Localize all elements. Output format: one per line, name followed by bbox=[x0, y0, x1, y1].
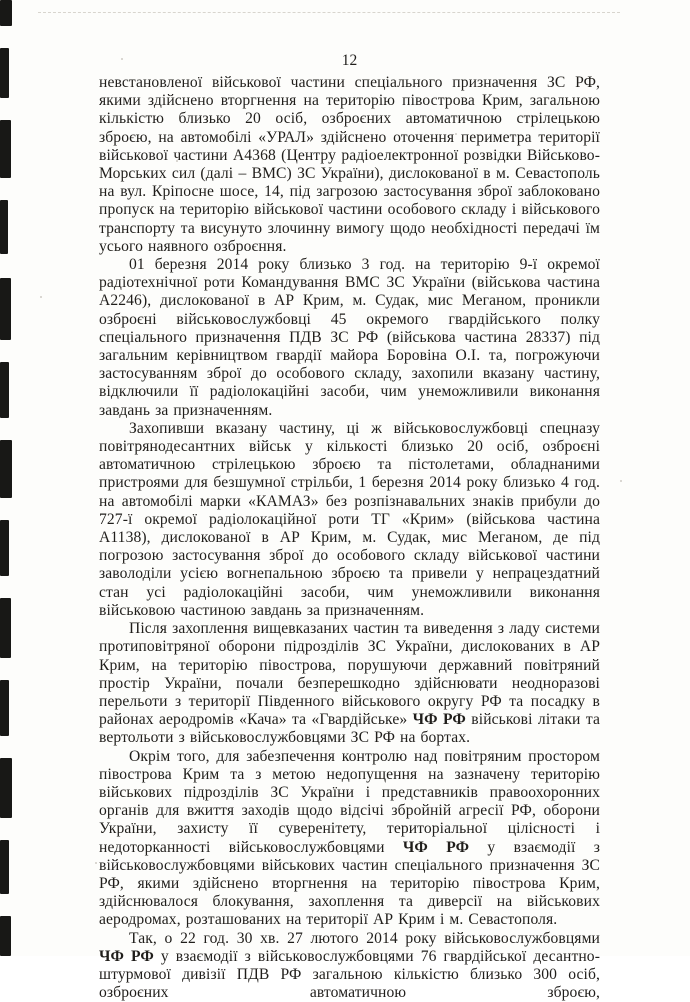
emphasis-text-run: ЧФ РФ bbox=[99, 947, 154, 965]
paragraph bbox=[99, 420, 600, 620]
text-run: у взаємодії з військовослужбовцями військових частин спеціального призначення ЗС РФ, якими здійснено вторгнення на територію півострова Крим, здійснювалося блокування, захоплення та диверсії на військових аеродромах, розташованих на території АР Крим і м. Севастополя. bbox=[99, 838, 601, 929]
scan-edge-mark bbox=[0, 840, 9, 894]
emphasis-text-run: ЧФ РФ bbox=[402, 838, 470, 856]
paragraph bbox=[99, 930, 600, 1002]
scan-speck bbox=[620, 480, 622, 482]
text-run: невстановленої військової частини спеціального призначення ЗС РФ, якими здійснено вторгнення на територію півострова Крим, загальною кількістю близько 20 осіб, озброєних автоматичною стрілецькою зброєю, на автомобілі «УРАЛ» здійснено оточення периметра території військової частини А4368 (Центру радіоелектронної розвідки Військово-Морських сил (далі – ВМС) ЗС України), дислокованої в м. Севастополь на вул. Кріпосне шосе, 14, під загрозою застосування зброї заблоковано пропуск на територію військової частини особового складу і військового транспорту та висунуто злочинну вимогу щодо необхідності передачі їм усього наявного озброєння. bbox=[99, 74, 600, 255]
scan-edge-mark bbox=[0, 758, 12, 818]
scan-speck bbox=[40, 296, 42, 298]
document-body bbox=[99, 74, 600, 1002]
page-number: 12 bbox=[341, 52, 358, 69]
text-run: у взаємодії з військовослужбовцями 76 гвардійської десантно-штурмової дивізії ПДВ РФ загальною кількістю близько 300 осіб, озброєних автоматичною зброєю, bbox=[99, 947, 601, 1002]
scan-speck bbox=[95, 862, 97, 864]
scan-edge-mark bbox=[0, 48, 9, 98]
scan-edge-mark bbox=[0, 598, 11, 658]
scan-edge-mark bbox=[0, 362, 9, 418]
scan-edge-mark bbox=[0, 278, 11, 340]
scan-edge-mark bbox=[0, 916, 11, 956]
text-run: Так, о 22 год. 30 хв. 27 лютого 2014 року військовослужбовцями bbox=[129, 929, 600, 947]
text-run: військові літаки та вертольоти з військовослужбовцями ЗС РФ на бортах. bbox=[99, 711, 601, 747]
text-run: Після захоплення вищевказаних частин та виведення з ладу системи протиповітряної оборони підрозділів ЗС України, дислокованих в АР Крим, на територію півострова, порушуючи державний повітряний простір України, почали безперешкодно здійснювати неодноразові перельоти з території Південного військового округу РФ та посадку в районах аеродромів «Кача» та «Гвардійське» bbox=[99, 620, 600, 729]
scan-edge-mark bbox=[0, 440, 12, 498]
paragraph bbox=[99, 74, 600, 256]
text-run: Окрім того, для забезпечення контролю над повітряним простором півострова Крим та з метою недопущення на зазначену територію військових підрозділів ЗС України і представників правоохоронних органів для вжиття заходів щодо відсічі збройній агресії РФ, оборони України, захисту її суверенітету, територіальної цілісності і недоторканності військовослужбовцями bbox=[99, 747, 600, 856]
emphasis-text-run: ЧФ РФ bbox=[412, 711, 466, 729]
paragraph bbox=[99, 748, 600, 930]
scan-edge-mark bbox=[0, 0, 12, 26]
scan-edge-mark bbox=[0, 520, 9, 576]
scan-edge-mark bbox=[0, 680, 9, 736]
scan-edge-mark bbox=[0, 120, 11, 178]
scan-edge-mark bbox=[0, 200, 8, 254]
text-run: 01 березня 2014 року близько 3 год. на територію 9-ї окремої радіотехнічної роти Командування ВМС ЗС України (військова частина А2246), дислокованої в АР Крим, м. Судак, мис Меганом, проникли озброєні військовослужбовці 45 окремого гвардійського полку спеціального призначення ПДВ ЗС РФ (військова частина 28337) під загальним керівництвом гвардії майора Боровіна О.І. та, погрожуючи застосуванням зброї до особового складу, захопили вказану частину, відключили її радіолокаційні засоби, чим унеможливили виконання завдань за призначенням. bbox=[99, 256, 600, 419]
scan-top-edge-line bbox=[38, 12, 620, 13]
paragraph bbox=[99, 256, 600, 420]
paragraph bbox=[99, 620, 600, 747]
text-run: Захопивши вказану частину, ці ж військовослужбовці спецназу повітрянодесантних військ у кількості близько 20 осіб, озброєні автоматичною стрілецькою зброєю та пістолетами, обладнаними пристроями для безшумної стрільби, 1 березня 2014 року близько 4 год. на автомобілі марки «КАМАЗ» без розпізнавальних знаків прибули до 727-ї окремої радіолокаційної роти ТГ «Крим» (військова частина А1138), дислокованої в АР Крим, м. Судак, мис Меганом, де під погрозою застосування зброї до особового складу військової частини заволоділи усією вогнепальною зброєю та привели у непрацездатний стан усі радіолокаційні засоби, чим унеможливили виконання військовою частиною завдань за призначенням. bbox=[99, 419, 600, 619]
